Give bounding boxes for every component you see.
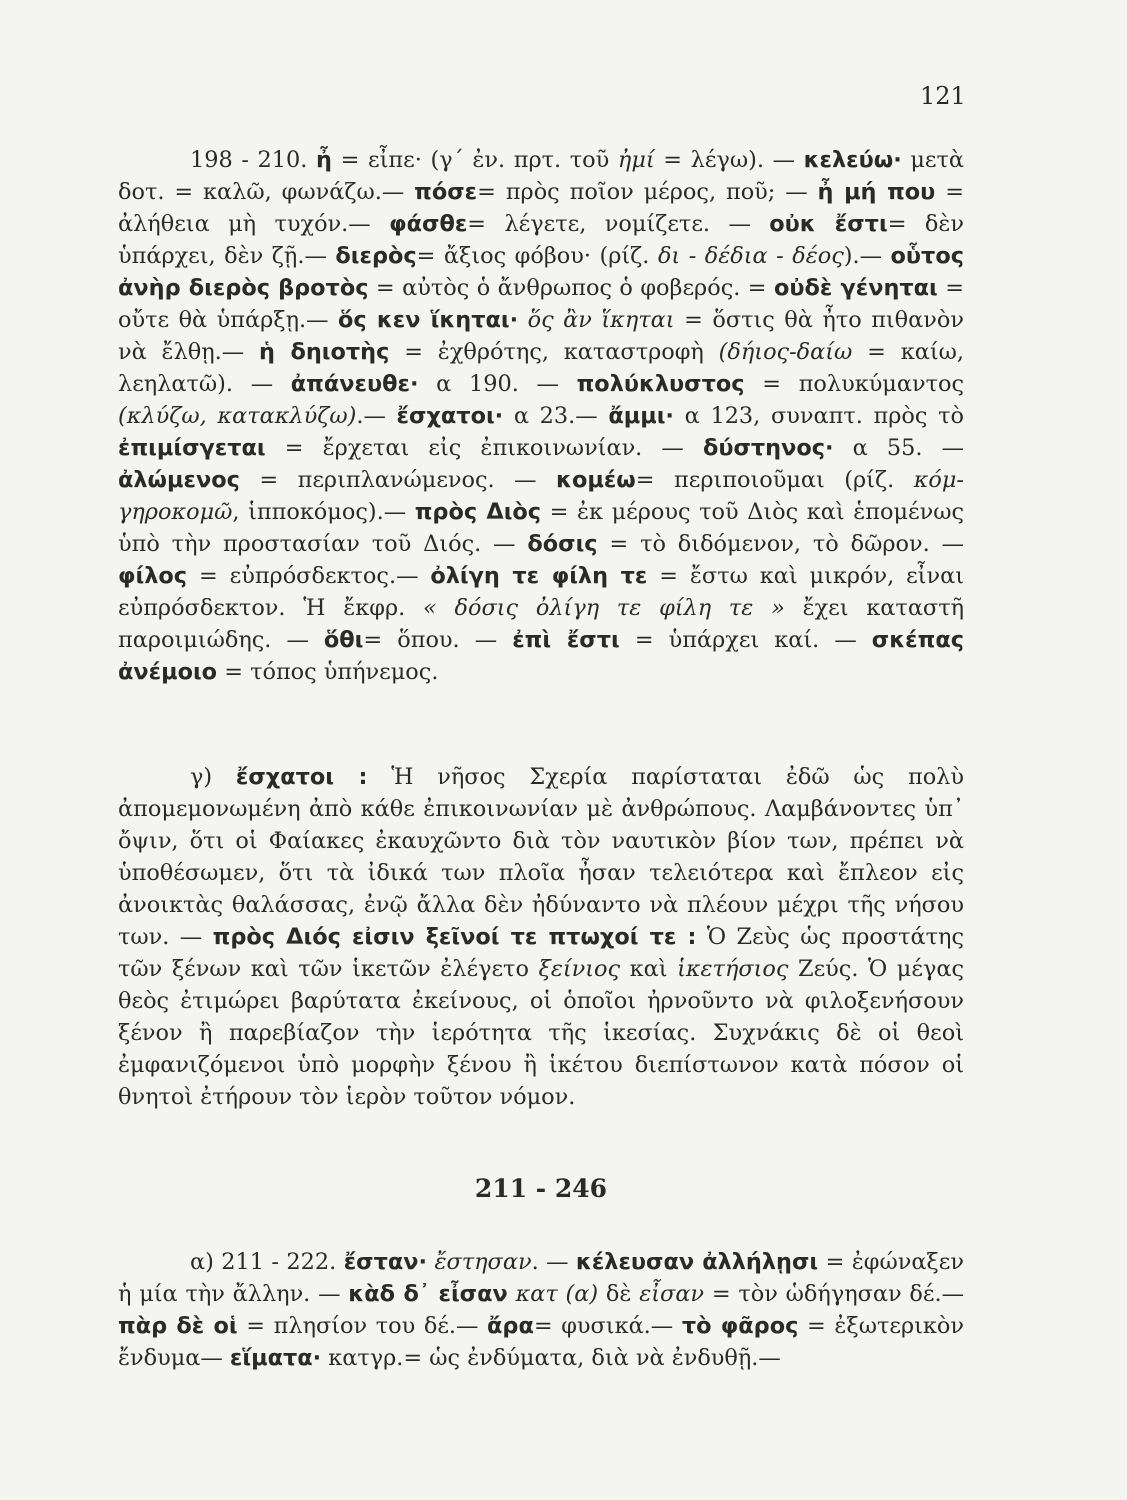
- text-run: = εὐπρόσδεκτος.—: [187, 563, 431, 589]
- lemma: πόσε: [414, 179, 478, 205]
- lemma: κὰδ δ᾽ εἶσαν: [348, 1281, 508, 1307]
- page-number: 121: [920, 82, 966, 110]
- paragraph-198-210: [118, 144, 964, 688]
- text-run: = ἐκ μέρους τοῦ Διὸς καὶ ἑπομένως ὑπὸ τὴν προστασίαν τοῦ Διός. —: [118, 499, 965, 557]
- lemma: ἔσχατοι :: [235, 764, 368, 790]
- text-run: = ὅστις θὰ ἦτο πιθανὸν νὰ ἔλθῃ.—: [118, 307, 964, 365]
- text-run: = ἐχθρότης, καταστροφὴ: [389, 339, 719, 365]
- text-run: = περιπλανώμενος. —: [239, 467, 557, 493]
- gloss-section-211-222: [118, 1246, 964, 1374]
- lemma: κομέω: [556, 467, 636, 493]
- text-run: = πλησίον του δέ.—: [237, 1313, 488, 1339]
- lemma: πρὸς Διός εἰσιν ξεῖνοί τε πτωχοί τε :: [212, 924, 697, 950]
- text-run: [518, 307, 528, 333]
- italic-text: κατ (α): [515, 1281, 599, 1307]
- italic-text: (κλύζω, κατακλύζω): [118, 403, 357, 429]
- lemma: κελεύω·: [803, 147, 902, 173]
- text-run: Ζεύς. Ὁ μέγας θεὸς ἐτιμώρει βαρύτατα ἐκείνους, οἱ ὁποῖοι ἠρνοῦντο νὰ φιλοξενήσουν ξένον ἢ παρεβίαζον τὴν ἱερότητα τῆς ἱκεσίας. Συχνάκις δὲ οἱ θεοὶ ἐμφανιζόμενοι ὑπὸ μορφὴν ξένου ἢ ἱκέτου διεπίστωνον κατὰ πόσον οἱ θνητοὶ ἐτήρουν τὸν ἱερὸν τοῦτον νόμον.: [118, 956, 965, 1110]
- italic-text: ἔστησαν: [434, 1249, 532, 1275]
- text-run: = ἐφώναξεν ἡ μία τὴν ἄλλην. —: [118, 1249, 964, 1307]
- text-run: κατγρ.= ὡς ἐνδύματα, διὰ νὰ ἐνδυθῇ.—: [321, 1345, 781, 1371]
- text-run: = φυσικά.—: [533, 1313, 682, 1339]
- lemma: ἀπάνευθε·: [290, 371, 419, 397]
- lemma: οὐδὲ γένηται: [774, 275, 938, 301]
- text-run: = καίω, λεηλατῶ). —: [118, 339, 965, 397]
- text-run: = πολυκύμαντος: [744, 371, 964, 397]
- paragraph-211-222: [118, 1246, 964, 1374]
- lemma: σκέπας ἀνέμοιο: [118, 627, 964, 685]
- lemma: ἔσταν·: [343, 1249, 428, 1275]
- lemma: ἄρα: [487, 1313, 534, 1339]
- text-run: = ἄξιος φόβου· (ρίζ.: [416, 243, 658, 269]
- text-run: = ἔρχεται εἰς ἐπικοινωνίαν. —: [265, 435, 703, 461]
- lemma: κέλευσαν ἀλλήλῃσι: [575, 1249, 819, 1275]
- text-run: = ἐξωτερικὸν ἔνδυμα—: [118, 1313, 964, 1371]
- lemma: φίλος: [118, 563, 188, 589]
- gloss-section-198-210: [118, 144, 964, 688]
- text-run: δὲ: [598, 1281, 640, 1307]
- italic-text: δι - δέδια - δέος: [657, 243, 844, 269]
- text-run: = τόπος ὑπήνεμος.: [217, 659, 439, 685]
- text-run: = οὔτε θὰ ὑπάρξῃ.—: [118, 275, 964, 333]
- text-run: . —: [531, 1249, 576, 1275]
- text-run: α 190. —: [418, 371, 577, 397]
- lemma: ἦ μή που: [817, 179, 936, 205]
- text-run: Ἡ νῆσος Σχερία παρίσταται ἐδῶ ὡς πολὺ ἀπομεμονωμένη ἀπὸ κάθε ἐπικοινωνίαν μὲ ἀνθρώπους. Λαμβάνοντες ὑπ᾽ ὄψιν, ὅτι οἱ Φαίακες ἐκαυχῶντο διὰ τὸν ναυτικὸν βίον των, πρέπει νὰ ὑποθέσωμεν, ὅτι τὰ ἰδικά των πλοῖα ἦσαν τελειότερα καὶ ἔπλεον εἰς ἀνοικτὰς θαλάσσας, ἐνῷ ἄλλα δὲν ἠδύναντο νὰ πλέουν μέχρι τῆς νήσου των. —: [118, 764, 964, 950]
- lemma: δύστηνος·: [702, 435, 834, 461]
- lemma: οὗτος ἀνὴρ διερὸς βροτὸς: [118, 243, 964, 301]
- text-run: = ἔστω καὶ μικρόν, εἶναι εὐπρόσδεκτον. Ἡ ἔκφρ.: [118, 563, 964, 621]
- text-run: = τὸν ὡδήγησαν δέ.—: [704, 1281, 965, 1307]
- text-run: ).—: [843, 243, 891, 269]
- lemma: τὸ φᾶρος: [681, 1313, 799, 1339]
- text-run: = αὐτὸς ὁ ἄνθρωπος ὁ φοβερός. =: [368, 275, 775, 301]
- italic-text: ἱκετήσιος: [677, 956, 789, 982]
- italic-text: (δήιος-δαίω: [718, 339, 853, 365]
- lemma: ἦ: [316, 147, 332, 173]
- text-run: = περιποιοῦμαι (ρίζ.: [635, 467, 914, 493]
- text-run: μετὰ δοτ. = καλῶ, φωνάζω.—: [118, 147, 964, 205]
- lemma: ὅς κεν ἵκηται·: [338, 307, 519, 333]
- text-run: = λέγετε, νομίζετε. —: [467, 211, 770, 237]
- text-run: α 23.—: [503, 403, 609, 429]
- lemma: ἡ δηιοτὴς: [259, 339, 390, 365]
- commentary-section: [118, 761, 964, 1113]
- lemma: εἵματα·: [229, 1345, 322, 1371]
- text-run: = εἶπε· (γ΄ ἐν. πρτ. τοῦ: [332, 147, 618, 173]
- lemma: ἄμμι·: [608, 403, 674, 429]
- lemma: πρὸς Διὸς: [414, 499, 542, 525]
- text-run: [508, 1281, 516, 1307]
- text-run: = ὑπάρχει καί. —: [619, 627, 872, 653]
- lemma: φάσθε: [389, 211, 468, 237]
- lemma: πολύκλυστος: [576, 371, 745, 397]
- text-run: = δὲν ὑπάρχει, δὲν ζῇ.—: [118, 211, 964, 269]
- text-run: α 123, συναπτ. πρὸς τὸ: [673, 403, 964, 429]
- italic-text: κόμ-γηροκομῶ: [118, 467, 964, 525]
- text-run: = τὸ διδόμενον, τὸ δῶρον. —: [597, 531, 964, 557]
- text-run: = ἀλήθεια μὴ τυχόν.—: [118, 179, 964, 237]
- text-run: καὶ: [620, 956, 678, 982]
- text-run: = ὅπου. —: [363, 627, 513, 653]
- text-run: ἔχει καταστῆ παροιμιώδης. —: [118, 595, 965, 653]
- lemma: διερὸς: [335, 243, 417, 269]
- text-run: , ἱπποκόμος).—: [232, 499, 415, 525]
- text-run: α 55. —: [833, 435, 964, 461]
- lemma: πὰρ δὲ οἱ: [118, 1313, 238, 1339]
- text-run: = λέγω). —: [654, 147, 804, 173]
- text-run: α) 211 - 222.: [190, 1249, 344, 1275]
- text-run: .—: [356, 403, 397, 429]
- text-run: γ): [190, 764, 236, 790]
- lemma: ὅθι: [323, 627, 364, 653]
- lemma: ἐπιμίσγεται: [118, 435, 266, 461]
- italic-text: ἠμί: [617, 147, 655, 173]
- lemma: ἀλώμενος: [118, 467, 240, 493]
- italic-text: ξείνιος: [538, 956, 621, 982]
- section-heading: 211 - 246: [474, 1174, 608, 1203]
- lemma: οὐκ ἔστι: [769, 211, 888, 237]
- lemma: ἐπὶ ἔστι: [512, 627, 620, 653]
- text-run: = πρὸς ποῖον μέρος, ποῦ; —: [477, 179, 818, 205]
- lemma: ὀλίγη τε φίλη τε: [430, 563, 648, 589]
- italic-text: ὅς ἂν ἵκηται: [527, 307, 675, 333]
- text-run: Ὁ Ζεὺς ὡς προστάτης τῶν ξένων καὶ τῶν ἱκετῶν ἐλέγετο: [118, 924, 964, 982]
- italic-text: « δόσις ὀλίγη τε φίλη τε »: [423, 595, 785, 621]
- paragraph-eschatoi: [118, 761, 964, 1113]
- lemma: δόσις: [527, 531, 598, 557]
- lemma: ἔσχατοι·: [396, 403, 504, 429]
- text-run: 198 - 210.: [190, 147, 317, 173]
- italic-text: εἶσαν: [639, 1281, 705, 1307]
